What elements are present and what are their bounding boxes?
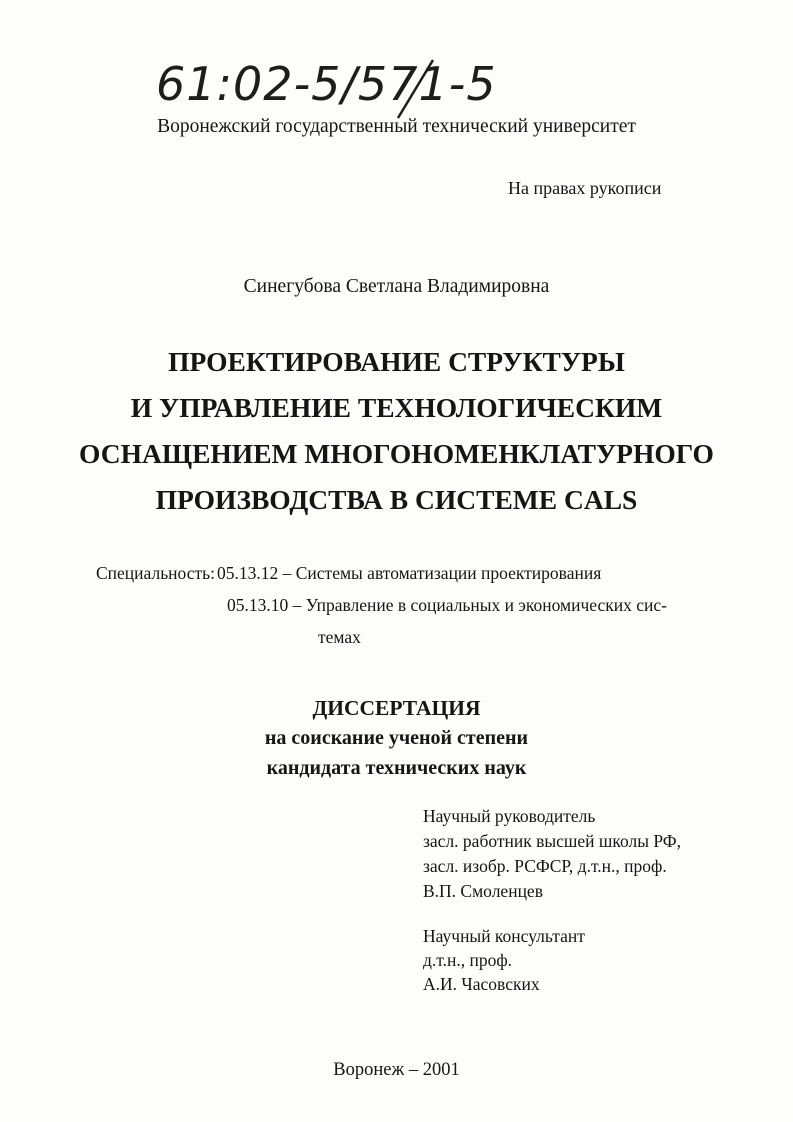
title-line: И УПРАВЛЕНИЕ ТЕХНОЛОГИЧЕСКИМ xyxy=(130,392,663,423)
city-year: Воронеж – 2001 xyxy=(333,1060,460,1080)
specialty-line-2-continuation: темах xyxy=(318,627,361,647)
title-line: ОСНАЩЕНИЕМ МНОГОНОМЕНКЛАТУРНОГО xyxy=(79,438,714,469)
advisor-title-2: засл. изобр. РСФСР, д.т.н., проф. xyxy=(423,856,667,876)
specialty-label: Специальность: xyxy=(96,563,215,583)
consultant-title: д.т.н., проф. xyxy=(423,950,513,970)
scientific-advisor xyxy=(423,804,681,904)
scientific-consultant xyxy=(423,924,585,996)
consultant-name: А.И. Часовских xyxy=(423,974,540,994)
advisor-role: Научный руководитель xyxy=(423,806,596,826)
handwritten-library-code xyxy=(150,52,580,122)
author-name: Синегубова Светлана Владимировна xyxy=(243,276,550,297)
university-name: Воронежский государственный технический университет xyxy=(157,116,636,137)
rights-note: На правах рукописи xyxy=(508,178,662,198)
advisor-name: В.П. Смоленцев xyxy=(423,881,543,901)
degree-line-2: кандидата технических наук xyxy=(266,757,527,779)
consultant-role: Научный консультант xyxy=(423,926,585,946)
specialty-line-1: 05.13.12 – Системы автоматизации проектирования xyxy=(217,563,602,583)
handwritten-code-svg xyxy=(150,52,580,122)
dissertation-title xyxy=(0,339,793,523)
degree-line-1: на соискание ученой степени xyxy=(264,727,529,749)
handwritten-code-text: 61:02-5/571-5 xyxy=(156,57,497,111)
title-line: ПРОЕКТИРОВАНИЕ СТРУКТУРЫ xyxy=(168,346,625,377)
dissertation-block xyxy=(0,693,793,783)
dissertation-heading: ДИССЕРТАЦИЯ xyxy=(312,696,481,720)
specialty-line-2: 05.13.10 – Управление в социальных и экономических сис- xyxy=(227,595,667,615)
advisor-title-1: засл. работник высшей школы РФ, xyxy=(423,831,682,851)
title-line: ПРОИЗВОДСТВА В СИСТЕМЕ CALS xyxy=(155,484,638,515)
